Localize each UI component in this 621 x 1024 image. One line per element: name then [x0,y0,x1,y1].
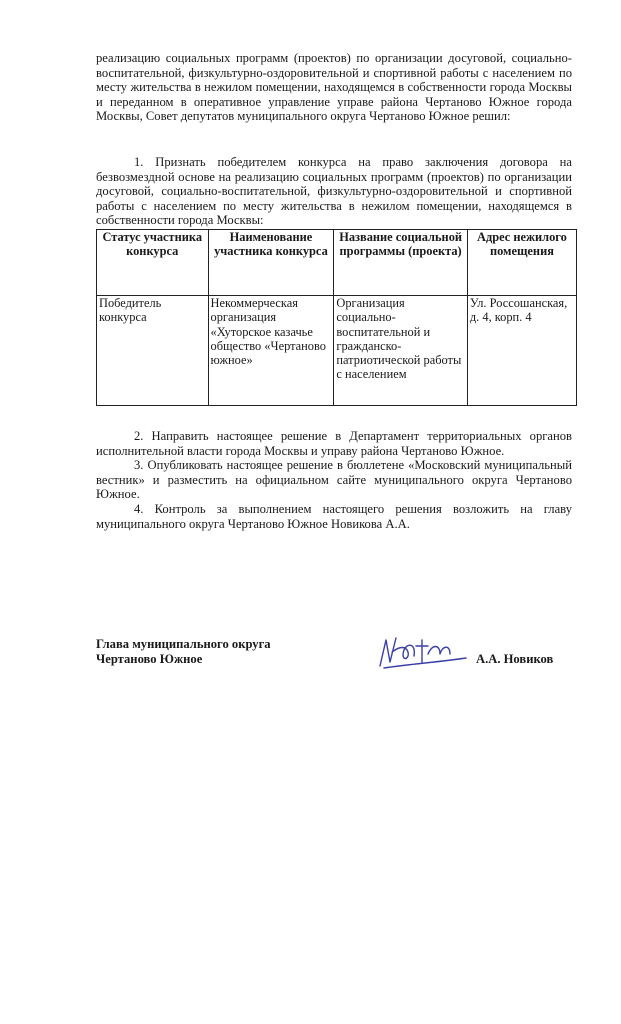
cell-status: Победитель конкурса [97,296,209,406]
header-program-name: Название социальной программы (проекта) [334,230,468,296]
header-participant-name: Наименование участника конкурса [208,230,334,296]
header-status: Статус участника конкурса [97,230,209,296]
cell-participant-name: Некоммерческая организация «Хуторское казачье общество «Чертаново южное» [208,296,334,406]
handwritten-signature-icon [370,632,470,672]
decision-items-block [96,429,572,531]
header-address: Адрес нежилого помещения [467,230,576,296]
signatory-title [96,637,271,667]
decision-item-1: 1. Признать победителем конкурса на право заключения договора на безвозмездной основе на реализацию социальных программ (проектов) по организации досуговой, социально-воспитательной, физкультурно-оздоровительной и спортивной работы с населением по месту жительства в нежилом помещении, находящемся в собственности города Москвы: [96,155,572,228]
cell-program-name: Организация социально-воспитательной и гражданско-патриотической работы с населением [334,296,468,406]
winner-table [96,229,577,406]
signatory-title-line-1: Глава муниципального округа [96,637,271,651]
table-row [97,296,577,406]
decision-item-4: 4. Контроль за выполнением настоящего решения возложить на главу муниципального округа Чертаново Южное Новикова А.А. [96,501,572,531]
decision-item-2: 2. Направить настоящее решение в Департамент территориальных органов исполнительной власти города Москвы и управу района Чертаново Южное. [96,429,572,458]
signatory-title-line-2: Чертаново Южное [96,652,203,666]
table-header-row [97,230,577,296]
signatory-name: А.А. Новиков [476,652,554,666]
intro-paragraph: реализацию социальных программ (проектов) по организации досуговой, социально-воспитательной, физкультурно-оздоровительной и спортивной работы с населением по месту жительства в нежилом помещении, находящемся в собственности города Москвы и переданном в оперативное управление управе района Чертаново Южное города Москвы, Совет депутатов муниципального округа Чертаново Южное решил: [96,51,572,124]
decision-item-3: 3. Опубликовать настоящее решение в бюллетене «Московский муниципальный вестник» и разместить на официальном сайте муниципального округа Чертаново Южное. [96,458,572,502]
cell-address: Ул. Россошанская, д. 4, корп. 4 [467,296,576,406]
